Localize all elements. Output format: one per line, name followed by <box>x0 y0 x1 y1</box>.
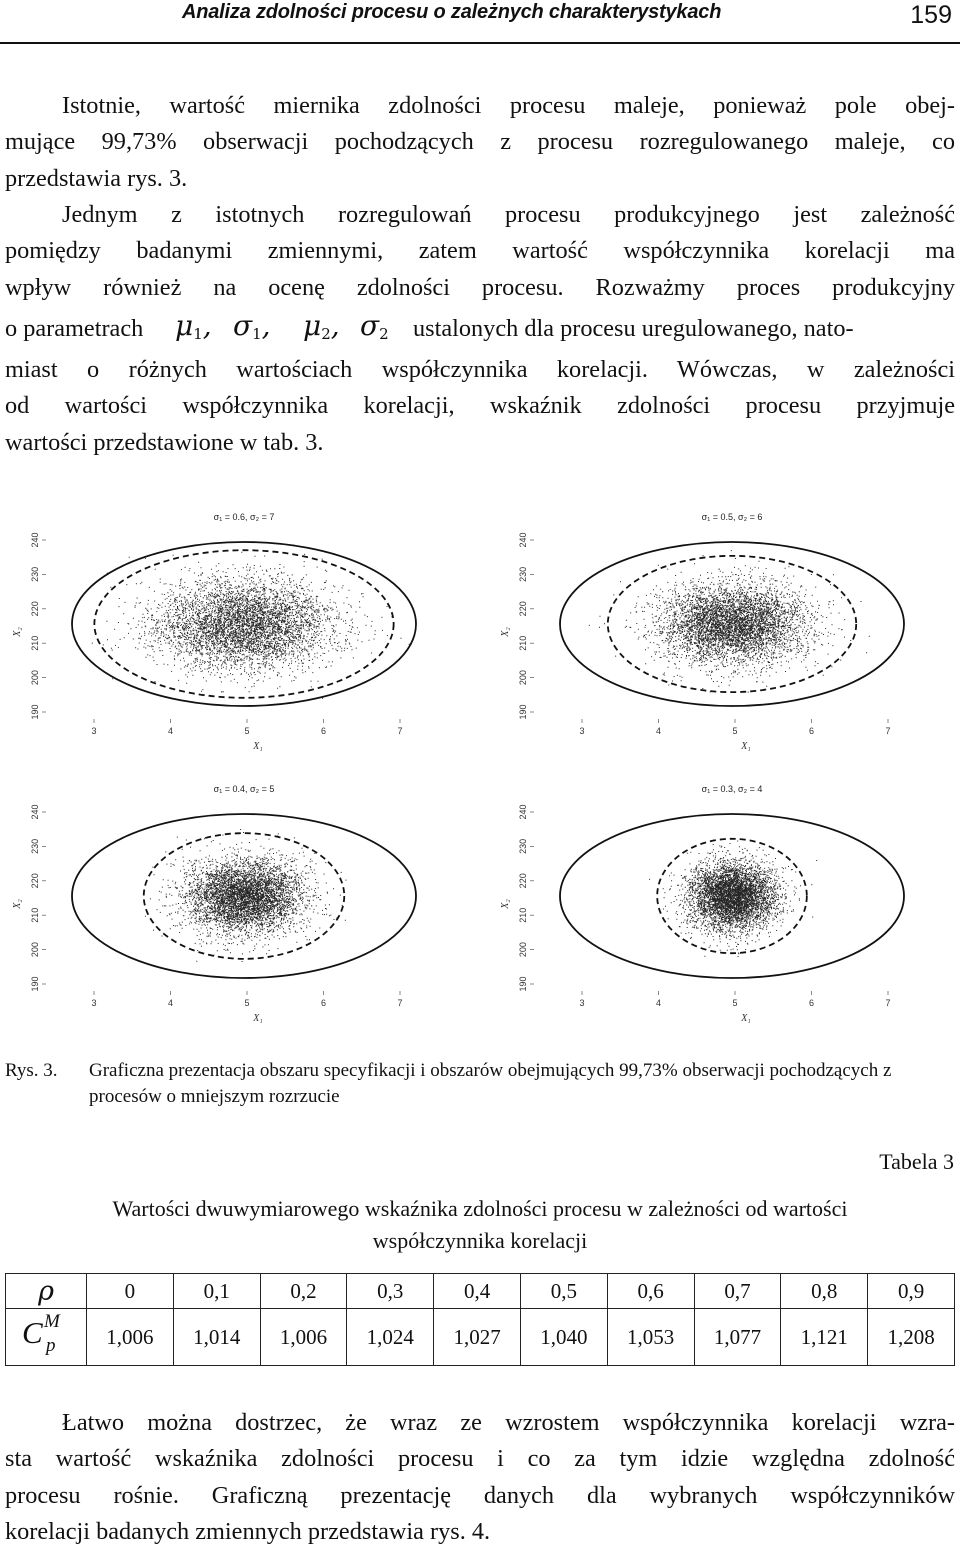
y-tick-label: 210 <box>30 907 40 923</box>
symbol-base: μ <box>303 309 322 342</box>
y-tick-label: 200 <box>30 670 40 686</box>
x-tick-label: 5 <box>244 998 250 1008</box>
text-line: Istotnie, wartość miernika zdolności procesu maleje, ponieważ pole obej- <box>62 92 955 119</box>
text-line: miast o różnych wartościach współczynnika korelacji. Wówczas, w zależności <box>5 356 955 383</box>
symbol-mu2: $\mu_2$, <box>303 309 340 343</box>
y-tick-label: 240 <box>518 532 528 548</box>
figure-scatter-plots <box>0 500 960 1040</box>
x-tick-label: 7 <box>397 998 403 1008</box>
row-header-cpm <box>6 1309 87 1366</box>
scatter-points <box>649 841 817 958</box>
y-tick-label: 230 <box>30 566 40 582</box>
y-tick-label: 190 <box>518 976 528 992</box>
table-title <box>0 1193 960 1257</box>
symbol-mu1: $\mu_1$, <box>175 309 212 343</box>
table-cell: 1,053 <box>607 1309 694 1366</box>
text-line: korelacji badanych zmiennych przedstawia rys. 4. <box>5 1517 491 1545</box>
paragraph-3 <box>5 1405 955 1550</box>
x-tick-label: 3 <box>579 998 585 1008</box>
y-tick-label: 230 <box>518 566 528 582</box>
running-title: Analiza zdolności procesu o zależnych charakterystykach <box>182 1 722 23</box>
y-tick-label: 240 <box>30 804 40 820</box>
y-tick-label: 210 <box>518 907 528 923</box>
text-line: Łatwo można dostrzec, że wraz ze wzrostem współczynnika korelacji wzra- <box>62 1409 955 1436</box>
plot-title: σ₁ = 0.3, σ₂ = 4 <box>701 784 763 794</box>
table-cell: 0,1 <box>173 1274 260 1309</box>
table-label: Tabela 3 <box>879 1149 954 1174</box>
y-tick-label: 190 <box>518 704 528 720</box>
x-axis-label: X₁ <box>253 1013 263 1024</box>
symbol-sub: 2 <box>379 325 389 343</box>
table-cell: 0,8 <box>781 1274 868 1309</box>
table-title-line: współczynnika korelacji <box>372 1228 588 1253</box>
paragraph-2 <box>5 197 955 306</box>
y-tick-label: 220 <box>518 873 528 889</box>
y-axis-label: X₂ <box>12 627 23 637</box>
table-cell: 1,077 <box>694 1309 781 1366</box>
x-tick-label: 3 <box>91 726 97 736</box>
table-row-cpm <box>6 1309 955 1366</box>
x-tick-label: 6 <box>320 998 327 1008</box>
table-row-rho <box>6 1274 955 1309</box>
y-tick-label: 220 <box>30 601 40 617</box>
y-tick-label: 200 <box>30 942 40 958</box>
table-cell: 0,2 <box>260 1274 347 1309</box>
row-header-rho: ρ <box>6 1274 87 1309</box>
scatter-plot-2 <box>488 506 938 761</box>
page-number: 159 <box>910 1 952 29</box>
y-axis-label: X₂ <box>12 899 23 909</box>
caption-label: Rys. 3. <box>5 1060 58 1081</box>
y-tick-label: 190 <box>30 976 40 992</box>
symbol-sigma1: $\sigma_1$, <box>233 309 271 343</box>
symbol-base: μ <box>175 309 194 342</box>
x-tick-label: 6 <box>320 726 327 736</box>
symbol-base: σ <box>360 309 380 342</box>
table-cell: 1,027 <box>434 1309 521 1366</box>
y-tick-label: 240 <box>30 532 40 548</box>
text-line: przedstawia rys. 3. <box>5 164 188 192</box>
table-cell: 1,040 <box>520 1309 607 1366</box>
table-cell: 0,6 <box>607 1274 694 1309</box>
table-cell: 0,9 <box>868 1274 955 1309</box>
y-tick-label: 220 <box>30 873 40 889</box>
symbol-sub: 1 <box>193 325 203 343</box>
x-tick-label: 5 <box>732 998 738 1008</box>
symbol-sub: 2 <box>321 325 331 343</box>
capability-table <box>5 1273 955 1366</box>
table-cell: 1,121 <box>781 1309 868 1366</box>
text-line: procesu rośnie. Graficzną prezentację danych dla wybranych współczynników <box>5 1481 955 1509</box>
x-axis-label: X₁ <box>741 741 751 752</box>
table-cell: 0 <box>87 1274 174 1309</box>
cpm-symbol: C M p <box>22 1311 60 1356</box>
text-line: od wartości współczynnika korelacji, wskaźnik zdolności procesu przyjmuje <box>5 392 955 420</box>
paragraph-2-cont <box>5 352 955 461</box>
table-cell: 1,014 <box>173 1309 260 1366</box>
plot-title: σ₁ = 0.4, σ₂ = 5 <box>213 784 275 794</box>
symbol-sub: 1 <box>252 325 262 343</box>
x-tick-label: 4 <box>167 998 174 1008</box>
y-tick-label: 230 <box>30 838 40 854</box>
text-line: wartości przedstawione w tab. 3. <box>5 428 324 456</box>
paragraph-1 <box>5 88 955 197</box>
x-tick-label: 3 <box>579 726 585 736</box>
plot-title: σ₁ = 0.6, σ₂ = 7 <box>213 512 275 522</box>
x-tick-label: 6 <box>808 998 815 1008</box>
y-tick-label: 190 <box>30 704 40 720</box>
text-line: Jednym z istotnych rozregulowań procesu produkcyjnego jest zależność <box>62 201 955 228</box>
x-tick-label: 6 <box>808 726 815 736</box>
text-line: mujące 99,73% obserwacji pochodzących z procesu rozregulowanego maleje, co <box>5 128 955 156</box>
math-parameters-line <box>5 309 955 353</box>
y-tick-label: 210 <box>30 635 40 651</box>
symbol-base: σ <box>233 309 253 342</box>
scatter-points <box>92 545 410 706</box>
header-rule <box>0 42 960 44</box>
text-line: sta wartość wskaźnika zdolności procesu i co za tym idzie względna zdolność <box>5 1445 955 1473</box>
table-cell: 1,006 <box>87 1309 174 1366</box>
y-tick-label: 200 <box>518 670 528 686</box>
table-cell: 1,006 <box>260 1309 347 1366</box>
x-tick-label: 5 <box>732 726 738 736</box>
y-tick-label: 220 <box>518 601 528 617</box>
table-cell: 0,5 <box>520 1274 607 1309</box>
x-axis-label: X₁ <box>253 741 263 752</box>
table-cell: 0,3 <box>347 1274 434 1309</box>
caption-text: Graficzna prezentacja obszaru specyfikacji i obszarów obejmujących 99,73% obserwacji pochodzących z procesów o mniejszym rozrzucie <box>89 1060 892 1107</box>
y-axis-label: X₂ <box>500 899 511 909</box>
y-tick-label: 200 <box>518 942 528 958</box>
page-header <box>0 0 960 46</box>
table-cell: 1,208 <box>868 1309 955 1366</box>
text-line: pomiędzy badanymi zmiennymi, zatem wartość współczynnika korelacji ma <box>5 237 955 265</box>
text-fragment: o parametrach <box>5 315 144 342</box>
y-tick-label: 230 <box>518 838 528 854</box>
scatter-plot-4 <box>488 778 938 1033</box>
x-tick-label: 4 <box>655 726 662 736</box>
table-cell: 1,024 <box>347 1309 434 1366</box>
scatter-plot-1 <box>0 506 450 761</box>
y-axis-label: X₂ <box>500 627 511 637</box>
x-tick-label: 7 <box>885 726 891 736</box>
symbol-sigma2 <box>360 309 389 343</box>
x-tick-label: 3 <box>91 998 97 1008</box>
y-tick-label: 240 <box>518 804 528 820</box>
x-tick-label: 5 <box>244 726 250 736</box>
x-tick-label: 7 <box>397 726 403 736</box>
scatter-plot-3 <box>0 778 450 1033</box>
text-fragment: ustalonych dla procesu uregulowanego, nato- <box>413 315 854 342</box>
table-cell: 0,4 <box>434 1274 521 1309</box>
x-tick-label: 4 <box>167 726 174 736</box>
scatter-points <box>589 550 870 693</box>
plot-title: σ₁ = 0.5, σ₂ = 6 <box>701 512 763 522</box>
x-tick-label: 4 <box>655 998 662 1008</box>
table-title-line: Wartości dwuwymiarowego wskaźnika zdolności procesu w zależności od wartości <box>112 1196 848 1221</box>
y-tick-label: 210 <box>518 635 528 651</box>
text-line: wpływ również na ocenę zdolności procesu. Rozważmy proces produkcyjny <box>5 273 955 301</box>
table-cell: 0,7 <box>694 1274 781 1309</box>
x-axis-label: X₁ <box>741 1013 751 1024</box>
x-tick-label: 7 <box>885 998 891 1008</box>
